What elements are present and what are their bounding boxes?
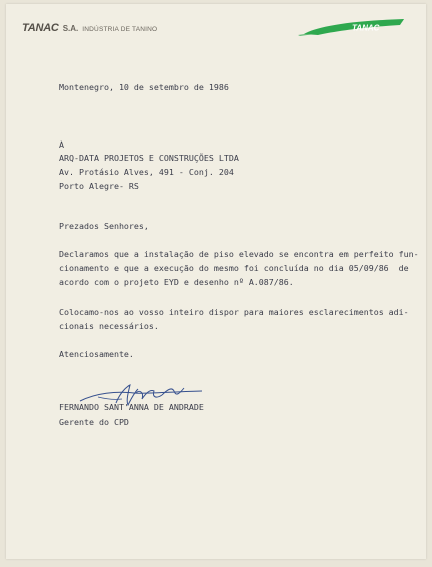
greeting: Prezados Senhores, [59,221,149,231]
letterhead [22,22,157,34]
date-line: Montenegro, 10 de setembro de 1986 [59,82,229,92]
recipient-prefix: À [59,140,64,150]
letter-page [6,4,426,559]
body-line: cionais necessários. [59,321,159,331]
company-description: INDÚSTRIA DE TANINO [82,26,158,33]
signer-name: FERNANDO SANT'ANNA DE ANDRADE [59,402,204,412]
body-line: acordo com o projeto EYD e desenho nº A.087/86. [59,277,294,287]
recipient-city: Porto Alegre- RS [59,181,139,191]
signer-title: Gerente do CPD [59,417,129,427]
body-line: cionamento e que a execução do mesmo foi concluída no dia 05/09/86 de [59,263,409,273]
company-name: TANAC [22,22,59,34]
closing: Atenciosamente. [59,349,134,359]
body-line: Declaramos que a instalação de piso elevado se encontra em perfeito fun- [59,249,419,259]
body-line: Colocamo-nos ao vosso inteiro dispor para maiores esclarecimentos adi- [59,307,409,317]
recipient-name: ARQ-DATA PROJETOS E CONSTRUÇÕES LTDA [59,153,239,163]
recipient-address: Av. Protásio Alves, 491 - Conj. 204 [59,167,234,177]
tanac-logo [296,18,406,36]
logo-text: TANAC [352,23,380,33]
company-suffix: S.A. [62,24,79,33]
